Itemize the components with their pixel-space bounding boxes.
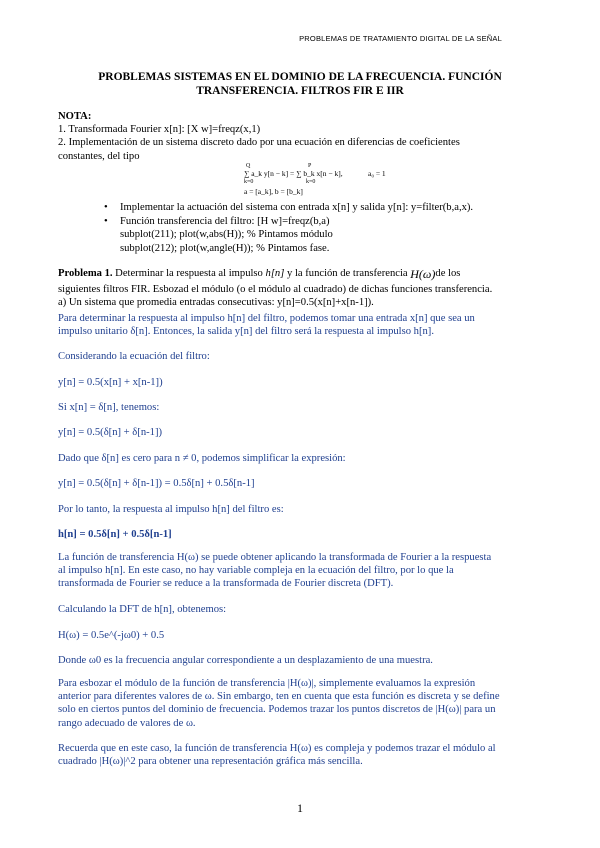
answer-p14-line-3: solo en ciertos puntos del dominio de frecuencia. Podemos trazar los puntos discretos de |H(ω)| para un — [58, 704, 496, 716]
eq-vectors: a = [a_k], b = [b_k] — [244, 187, 303, 196]
nota-item-1: 1. Transformada Fourier x[n]: [X w]=freqz(x,1) — [58, 124, 261, 136]
answer-p14-line-2: anterior para diferentes valores de ω. Sin embargo, ten en cuenta que esta función es discreta y se define — [58, 691, 500, 703]
eq-lower-limit-b: k=0 — [306, 179, 316, 185]
answer-p2: Considerando la ecuación del filtro: — [58, 351, 210, 362]
answer-p14-line-4: rango adecuado de valores de ω. — [58, 717, 196, 729]
problem-1-line-2: siguientes filtros FIR. Esbozad el módulo (o el módulo al cuadrado) de dichas funciones transferencia. — [58, 284, 493, 296]
impulse-response-result: h[n] = 0.5δ[n] + 0.5δ[n-1] — [58, 529, 172, 540]
answer-p14-line-1: Para esbozar el módulo de la función de transferencia |H(ω)|, simplemente evaluamos la expresión — [58, 678, 476, 689]
problem-1 — [58, 266, 542, 310]
problem-1-label: Problema 1. — [58, 268, 113, 279]
answer-equation-1: y[n] = 0.5(x[n] + x[n-1]) — [58, 377, 163, 388]
problem-1-line-1: Problema 1. Determinar la respuesta al impulso h[n] y la función de transferencia H(ω)de los — [58, 267, 461, 281]
eq-upper-limit-p: P — [308, 163, 312, 169]
answer-p11: Calculando la DFT de h[n], obtenemos: — [58, 604, 227, 615]
page-number: 1 — [297, 801, 303, 815]
title-line-2: TRANSFERENCIA. FILTROS FIR E IIR — [196, 85, 404, 97]
bullet-filter: • Implementar la actuación del sistema con entrada x[n] y salida y[n]: y=filter(b,a,x). — [104, 202, 474, 213]
title-line-1: PROBLEMAS SISTEMAS EN EL DOMINIO DE LA FRECUENCIA. FUNCIÓN — [98, 71, 502, 83]
answer-p10-line-1: La función de transferencia H(ω) se puede obtener aplicando la transformada de Fourier a la respuesta — [58, 552, 492, 563]
answer-p14 — [58, 677, 542, 730]
nota-item-2-line-1: 2. Implementación de un sistema discreto dado por una ecuación en diferencias de coeficientes — [58, 137, 460, 149]
eq-main: ∑ a_k y[n − k] = ∑ b_k x[n − k], — [244, 169, 343, 178]
answer-equation-3: y[n] = 0.5(δ[n] + δ[n-1]) = 0.5δ[n] + 0.5δ[n-1] — [58, 478, 255, 489]
answer-p6: Dado que δ[n] es cero para n ≠ 0, podemos simplificar la expresión: — [58, 453, 346, 464]
answer-p15-line-2: cuadrado |H(ω)|^2 para obtener una representación gráfica más sencilla. — [58, 756, 363, 768]
answer-p1-line-1: Para determinar la respuesta al impulso h[n] del filtro, podemos tomar una entrada x[n] que sea un — [58, 313, 475, 324]
bullet-dot-icon: • — [104, 216, 108, 228]
nota-heading: NOTA: — [58, 111, 92, 122]
hw-symbol: H(ω) — [410, 267, 436, 281]
answer-p1-line-2: impulso unitario δ[n]. Entonces, la salida y[n] del filtro será la respuesta al impulso h[n]. — [58, 326, 434, 338]
problem-1-line-3: a) Un sistema que promedia entradas consecutivas: y[n]=0.5(x[n]+x[n-1]). — [58, 297, 374, 309]
answer-p10 — [58, 551, 542, 591]
nota-section — [58, 110, 542, 163]
bullet-freqz: • Función transferencia del filtro: [H w]=freqz(b,a) — [104, 216, 330, 228]
eq-upper-limit-q: Q — [246, 163, 251, 169]
eq-a0: a₀ = 1 — [368, 169, 386, 178]
answer-p10-line-3: transformada de Fourier se reduce a la transformada de Fourier discreta (DFT). — [58, 578, 394, 590]
document-title — [60, 70, 540, 98]
bullet-dot-icon: • — [104, 202, 108, 213]
code-line-1: subplot(211); plot(w,abs(H)); % Pintamos módulo — [120, 229, 333, 241]
transfer-function-equation: H(ω) = 0.5e^(-jω0) + 0.5 — [58, 630, 165, 641]
answer-p13: Donde ω0 es la frecuencia angular correspondiente a un desplazamiento de una muestra. — [58, 655, 433, 666]
answer-intro — [58, 312, 542, 338]
answer-p15 — [58, 742, 542, 768]
nota-bullets — [104, 201, 544, 255]
difference-equation — [244, 163, 444, 197]
running-header: PROBLEMAS DE TRATAMIENTO DIGITAL DE LA SEÑAL — [299, 34, 502, 43]
eq-lower-limit-a: k=0 — [244, 179, 254, 185]
answer-p15-line-1: Recuerda que en este caso, la función de transferencia H(ω) es compleja y podemos trazar el módulo al — [58, 743, 496, 754]
answer-p8: Por lo tanto, la respuesta al impulso h[n] del filtro es: — [58, 504, 284, 515]
answer-p10-line-2: al impulso h[n]. En este caso, no hay variable compleja en la ecuación del filtro, por lo que la — [58, 565, 454, 577]
answer-equation-2: y[n] = 0.5(δ[n] + δ[n-1]) — [58, 427, 163, 438]
nota-item-2-line-2: constantes, del tipo — [58, 150, 140, 162]
code-line-2: subplot(212); plot(w,angle(H)); % Pintamos fase. — [120, 242, 330, 254]
hn-symbol: h[n] — [265, 268, 285, 279]
answer-p4: Si x[n] = δ[n], tenemos: — [58, 402, 160, 413]
